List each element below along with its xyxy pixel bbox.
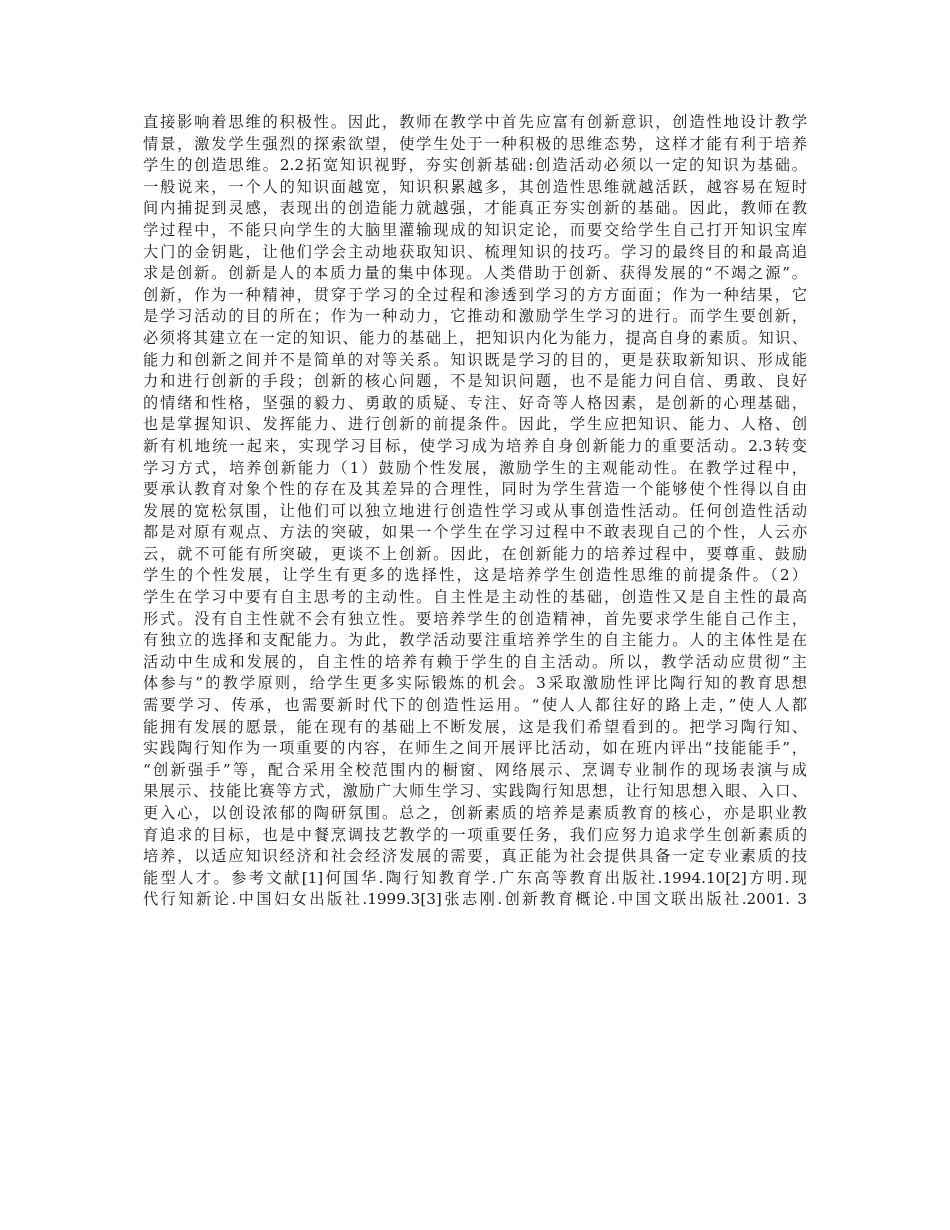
text-line: 的情绪和性格，坚强的毅力、勇敢的质疑、专注、好奇等人格因素，是创新的心理基础， bbox=[143, 393, 807, 412]
text-line: 有独立的选择和支配能力。为此，教学活动要注重培养学生的自主能力。人的主体性是在 bbox=[143, 631, 807, 650]
text-line: “创新强手”等，配合采用全校范围内的橱窗、网络展示、烹调专业制作的现场表演与成 bbox=[143, 760, 807, 779]
text-line: 形式。没有自主性就不会有独立性。要培养学生的创造精神，首先要求学生能自己作主， bbox=[143, 609, 807, 628]
text-line: 实践陶行知作为一项重要的内容，在师生之间开展评比活动，如在班内评出“技能能手”， bbox=[143, 739, 807, 758]
text-line: 能拥有发展的愿景，能在现有的基础上不断发展，这是我们希望看到的。把学习陶行知、 bbox=[143, 717, 807, 736]
text-line: 云，就不可能有所突破，更谈不上创新。因此，在创新能力的培养过程中，要尊重、鼓励 bbox=[143, 544, 807, 563]
text-line: 直接影响着思维的积极性。因此，教师在教学中首先应富有创新意识，创造性地设计教学 bbox=[143, 113, 807, 131]
text-line: 学生的个性发展，让学生有更多的选择性，这是培养学生创造性思维的前提条件。（2） bbox=[143, 566, 807, 585]
text-line: 需要学习、传承，也需要新时代下的创造性运用。“使人人都往好的路上走，”使人人都 bbox=[143, 696, 807, 715]
text-line: 发展的宽松氛围，让他们可以独立地进行创造性学习或从事创造性活动。任何创造性活动 bbox=[143, 501, 807, 520]
text-line: 更入心，以创设浓郁的陶研氛围。总之，创新素质的培养是素质教育的核心，亦是职业教 bbox=[143, 804, 807, 822]
text-line: 间内捕捉到灵感，表现出的创造能力就越强，才能真正夯实创新的基础。因此，教师在教 bbox=[143, 199, 807, 218]
text-line: 学生在学习中要有自主思考的主动性。自主性是主动性的基础，创造性又是自主性的最高 bbox=[143, 588, 807, 607]
text-line: 大门的金钥匙，让他们学会主动地获取知识、梳理知识的技巧。学习的最终目的和最高追 bbox=[143, 242, 807, 261]
text-line: 一般说来，一个人的知识面越宽，知识积累越多，其创造性思维就越活跃，越容易在短时 bbox=[143, 177, 807, 196]
text-line: 体参与”的教学原则，给学生更多实际锻炼的机会。3采取激励性评比陶行知的教育思想 bbox=[143, 674, 807, 693]
text-line: 创新，作为一种精神，贯穿于学习的全过程和渗透到学习的方方面面；作为一种结果，它 bbox=[143, 285, 807, 304]
text-line: 求是创新。创新是人的本质力量的集中体现。人类借助于创新、获得发展的“不竭之源”。 bbox=[143, 264, 807, 283]
text-line: 培养，以适应知识经济和社会经济发展的需要，真正能为社会提供具备一定专业素质的技 bbox=[143, 847, 807, 866]
text-line: 能型人才。参考文献[1]何国华.陶行知教育学.广东高等教育出版社.1994.10[2]方明.现 bbox=[143, 868, 807, 887]
text-line: 必须将其建立在一定的知识、能力的基础上，把知识内化为能力，提高自身的素质。知识、 bbox=[143, 328, 807, 347]
text-line: 活动中生成和发展的，自主性的培养有赖于学生的自主活动。所以，教学活动应贯彻“主 bbox=[143, 652, 807, 671]
text-line: 新有机地统一起来，实现学习目标，使学习成为培养自身创新能力的重要活动。2.3转变 bbox=[143, 436, 807, 455]
text-line: 都是对原有观点、方法的突破，如果一个学生在学习过程中不敢表现自己的个性，人云亦 bbox=[143, 523, 807, 542]
text-line: 学习方式，培养创新能力（1）鼓励个性发展，激励学生的主观能动性。在教学过程中， bbox=[143, 458, 807, 477]
text-line: 也是掌握知识、发挥能力、进行创新的前提条件。因此，学生应把知识、能力、人格、创 bbox=[143, 415, 807, 434]
text-line: 育追求的目标，也是中餐烹调技艺教学的一项重要任务，我们应努力追求学生创新素质的 bbox=[143, 825, 807, 844]
text-line: 是学习活动的目的所在；作为一种动力，它推动和激励学生学习的进行。而学生要创新， bbox=[143, 307, 807, 326]
text-line: 能力和创新之间并不是简单的对等关系。知识既是学习的目的，更是获取新知识、形成能 bbox=[143, 350, 807, 369]
text-line: 学过程中，不能只向学生的大脑里灌输现成的知识定论，而要交给学生自己打开知识宝库 bbox=[143, 220, 807, 239]
text-line: 力和进行创新的手段；创新的核心问题，不是知识问题，也不是能力问自信、勇敢、良好 bbox=[143, 372, 807, 391]
text-line: 情景，激发学生强烈的探索欲望，使学生处于一种积极的思维态势，这样才能有利于培养 bbox=[143, 134, 807, 153]
body-text bbox=[143, 112, 807, 911]
text-line: 果展示、技能比赛等方式，激励广大师生学习、实践陶行知思想，让行知思想入眼、入口、 bbox=[143, 782, 807, 801]
text-line: 学生的创造思维。2.2拓宽知识视野，夯实创新基础:创造活动必须以一定的知识为基础。 bbox=[143, 156, 807, 175]
text-line: 代行知新论.中国妇女出版社.1999.3[3]张志刚.创新教育概论.中国文联出版社.2001. 3 bbox=[143, 890, 807, 909]
text-line: 要承认教育对象个性的存在及其差异的合理性，同时为学生营造一个能够使个性得以自由 bbox=[143, 480, 807, 499]
